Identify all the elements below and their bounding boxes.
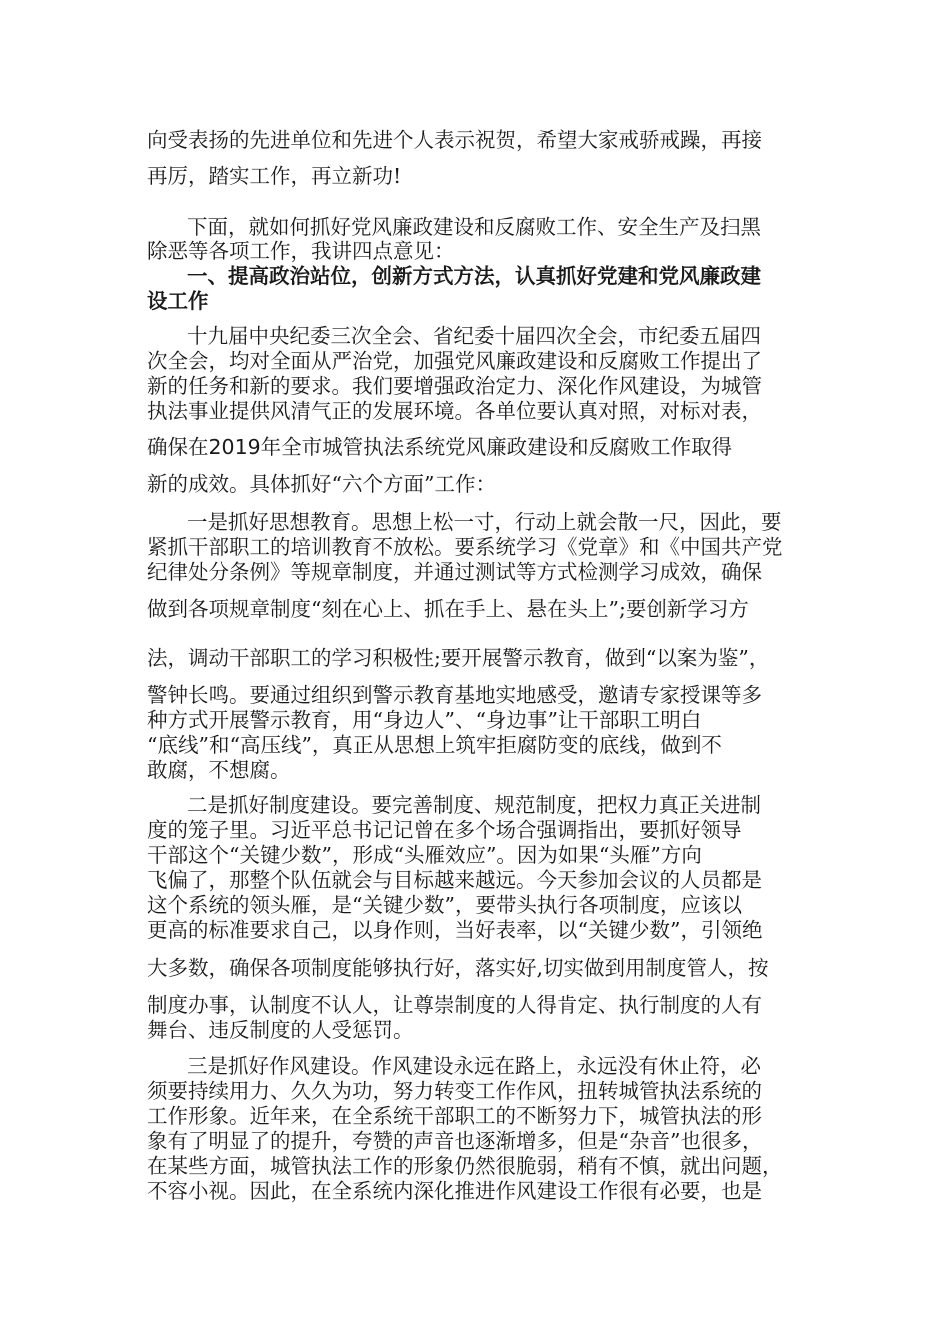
- paragraph-line: 次全会，均对全面从严治党，加强党风廉政建设和反腐败工作提出了: [147, 349, 762, 373]
- section-heading: 一、提高政治站位，创新方式方法，认真抓好党建和党风廉政建: [187, 264, 761, 288]
- paragraph-line: [147, 434, 732, 460]
- paragraph-line: 做到各项规章制度“刻在心上、抓在手上、悬在头上”;要创新学习方: [147, 597, 749, 621]
- section-heading: 设工作: [147, 289, 209, 313]
- paragraph-line: 纪律处分条例》等规章制度，并通过测试等方式检测学习成效，确保: [147, 560, 762, 584]
- paragraph-line: 舞台、违反制度的人受惩罚。: [147, 1018, 414, 1042]
- paragraph-line: 二是抓好制度建设。要完善制度、规范制度，把权力真正关进制: [187, 793, 761, 817]
- paragraph-line: 敢腐，不想腐。: [147, 758, 291, 782]
- paragraph-line: 象有了明显了的提升，夸赞的声音也逐渐增多，但是“杂音”也很多，: [147, 1129, 763, 1153]
- paragraph-line: 更高的标准要求自己，以身作则，当好表率，以“关键少数”，引领绝: [147, 918, 763, 942]
- paragraph-line: 三是抓好作风建设。作风建设永远在路上，永远没有休止符，必: [187, 1054, 761, 1078]
- paragraph-line: 飞偏了，那整个队伍就会与目标越来越远。今天参加会议的人员都是: [147, 868, 762, 892]
- paragraph-line: 度的笼子里。习近平总书记记曾在多个场合强调指出，要抓好领导: [147, 818, 742, 842]
- paragraph-line: 法，调动干部职工的学习积极性;要开展警示教育，做到“以案为鉴”，: [147, 646, 770, 670]
- line-segment: 确保在: [147, 435, 209, 459]
- year-number: 2019: [208, 435, 261, 459]
- paragraph-line: 除恶等各项工作，我讲四点意见：: [147, 239, 455, 263]
- paragraph-line: 新的任务和新的要求。我们要增强政治定力、深化作风建设，为城管: [147, 374, 762, 398]
- paragraph-line: 制度办事，认制度不认人，让尊崇制度的人得肯定、执行制度的人有: [147, 993, 762, 1017]
- paragraph-line: 新的成效。具体抓好“六个方面”工作：: [147, 472, 496, 496]
- paragraph-line: 一是抓好思想教育。思想上松一寸，行动上就会散一尺，因此，要: [187, 510, 782, 534]
- paragraph-line: 执法事业提供风清气正的发展环境。各单位要认真对照，对标对表，: [147, 399, 762, 423]
- paragraph-line: 向受表扬的先进单位和先进个人表示祝贺，希望大家戒骄戒躁，再接: [147, 128, 762, 152]
- paragraph-line: 干部这个“关键少数”，形成“头雁效应”。因为如果“头雁”方向: [147, 843, 702, 867]
- paragraph-line: 工作形象。近年来，在全系统干部职工的不断努力下，城管执法的形: [147, 1104, 762, 1128]
- paragraph-line: 不容小视。因此，在全系统内深化推进作风建设工作很有必要，也是: [147, 1179, 762, 1203]
- paragraph-line: 再厉，踏实工作，再立新功!: [147, 164, 402, 188]
- paragraph-line: 须要持续用力、久久为功，努力转变工作作风，扭转城管执法系统的: [147, 1079, 762, 1103]
- line-segment: 年全市城管执法系统党风廉政建设和反腐败工作取得: [260, 435, 733, 459]
- paragraph-line: “底线”和“高压线”，真正从思想上筑牢拒腐防变的底线，做到不: [147, 733, 722, 757]
- paragraph-line: 种方式开展警示教育，用“身边人”、“身边事”让干部职工明白: [147, 708, 702, 732]
- paragraph-line: 十九届中央纪委三次全会、省纪委十届四次全会，市纪委五届四: [187, 324, 761, 348]
- paragraph-line: 下面，就如何抓好党风廉政建设和反腐败工作、安全生产及扫黑: [187, 215, 761, 239]
- paragraph-line: 紧抓干部职工的培训教育不放松。要系统学习《党章》和《中国共产党: [147, 535, 783, 559]
- paragraph-line: 这个系统的领头雁，是“关键少数”，要带头执行各项制度，应该以: [147, 893, 742, 917]
- paragraph-line: 警钟长鸣。要通过组织到警示教育基地实地感受，邀请专家授课等多: [147, 683, 762, 707]
- paragraph-line: 在某些方面，城管执法工作的形象仍然很脆弱，稍有不慎，就出问题，: [147, 1154, 783, 1178]
- paragraph-line: 大多数，确保各项制度能够执行好，落实好,切实做到用制度管人，按: [147, 956, 769, 980]
